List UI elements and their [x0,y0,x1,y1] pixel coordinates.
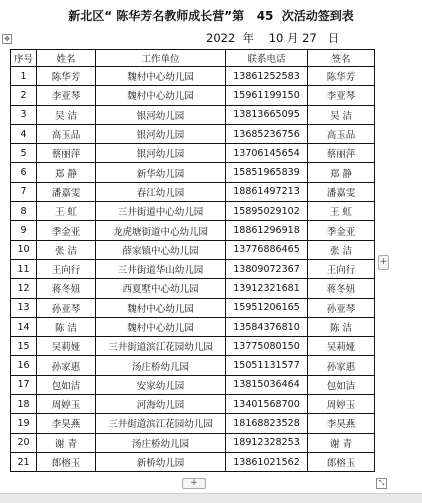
table-row [11,317,375,336]
cell-name: 孙亚琴 [37,298,96,317]
cell-phone: 13685236756 [226,124,308,143]
cell-name: 吴莉娅 [37,337,96,356]
cell-phone: 13776886465 [226,240,308,259]
cell-name: 王 虹 [37,202,96,221]
cell-sign: 陈华芳 [308,67,375,86]
cell-sign: 包如洁 [308,375,375,394]
cell-phone: 18168823528 [226,414,308,433]
table-row [11,375,375,394]
cell-sign: 吴莉娅 [308,337,375,356]
cell-phone: 15851965839 [226,163,308,182]
table-body [11,67,375,472]
cell-unit: 龙虎塘街道中心幼儿园 [96,221,226,240]
table-row [11,182,375,201]
document-title: 新北区“ 陈华芳名教师成长营”第 45 次活动签到表 [68,9,354,23]
table-row [11,221,375,240]
cell-unit: 魏村中心幼儿园 [96,298,226,317]
cell-unit: 新桥幼儿园 [96,452,226,471]
table-row [11,395,375,414]
cell-no: 20 [11,433,37,452]
cell-name: 李亚琴 [37,86,96,105]
cell-name: 季金亚 [37,221,96,240]
cell-phone: 13706145654 [226,144,308,163]
cell-sign: 李亚琴 [308,86,375,105]
cell-unit: 汤庄桥幼儿园 [96,356,226,375]
sign-in-table [10,49,375,472]
cell-sign: 陈 洁 [308,317,375,336]
cell-sign: 张 洁 [308,240,375,259]
header-sign: 签名 [308,50,375,67]
table-row [11,144,375,163]
cell-sign: 吴 洁 [308,105,375,124]
cell-no: 3 [11,105,37,124]
cell-unit: 三井街道滨江花园幼儿园 [96,337,226,356]
cell-name: 潘嘉雯 [37,182,96,201]
cell-no: 9 [11,221,37,240]
cell-phone: 15961199150 [226,86,308,105]
table-row [11,124,375,143]
cell-phone: 13815036464 [226,375,308,394]
table-row [11,163,375,182]
table-row [11,259,375,278]
cell-phone: 13861252583 [226,67,308,86]
cell-unit: 薛家镇中心幼儿园 [96,240,226,259]
cell-phone: 13813665095 [226,105,308,124]
table-row [11,337,375,356]
table-row [11,433,375,452]
cell-sign: 蔡丽萍 [308,144,375,163]
cell-phone: 18912328253 [226,433,308,452]
cell-no: 1 [11,67,37,86]
cell-unit: 汤庄桥幼儿园 [96,433,226,452]
cell-name: 蒋冬妞 [37,279,96,298]
cell-phone: 15051131577 [226,356,308,375]
header-no: 序号 [11,50,37,67]
cell-name: 蔡丽萍 [37,144,96,163]
cell-sign: 蒋冬妞 [308,279,375,298]
cell-unit: 魏村中心幼儿园 [96,317,226,336]
table-header-row [11,50,375,67]
cell-no: 21 [11,452,37,471]
table-row [11,202,375,221]
table-resize-icon[interactable]: ⤡ [376,478,387,489]
cell-sign: 孙家惠 [308,356,375,375]
cell-sign: 谢 青 [308,433,375,452]
cell-no: 14 [11,317,37,336]
cell-unit: 西夏墅中心幼儿园 [96,279,226,298]
table-row [11,279,375,298]
cell-phone: 15951206165 [226,298,308,317]
table-row [11,298,375,317]
cell-name: 陈 洁 [37,317,96,336]
cell-sign: 王向行 [308,259,375,278]
cell-no: 18 [11,395,37,414]
cell-no: 16 [11,356,37,375]
table-row [11,452,375,471]
cell-name: 高玉品 [37,124,96,143]
cell-sign: 潘嘉雯 [308,182,375,201]
table-row [11,105,375,124]
cell-unit: 安家幼儿园 [96,375,226,394]
add-row-button[interactable]: + [182,478,206,489]
cell-unit: 魏村中心幼儿园 [96,86,226,105]
table-move-icon[interactable]: ✥ [2,34,12,44]
cell-no: 11 [11,259,37,278]
cell-sign: 周婷玉 [308,395,375,414]
cell-phone: 13401568700 [226,395,308,414]
cell-name: 李昊燕 [37,414,96,433]
cell-unit: 银河幼儿园 [96,124,226,143]
cell-phone: 13775080150 [226,337,308,356]
add-column-button[interactable]: + [378,255,389,270]
cell-unit: 魏村中心幼儿园 [96,67,226,86]
cell-name: 周婷玉 [37,395,96,414]
cell-name: 张 洁 [37,240,96,259]
cell-sign: 孙亚琴 [308,298,375,317]
cell-unit: 三井街道华山幼儿园 [96,259,226,278]
document-date: 2022 年 10 月 27 日 [206,31,340,45]
table-row [11,356,375,375]
cell-name: 郎榕玉 [37,452,96,471]
cell-no: 6 [11,163,37,182]
cell-no: 13 [11,298,37,317]
cell-unit: 春江幼儿园 [96,182,226,201]
cell-no: 17 [11,375,37,394]
cell-sign: 李昊燕 [308,414,375,433]
cell-unit: 银河幼儿园 [96,144,226,163]
cell-unit: 三井街道滨江花园幼儿园 [96,414,226,433]
table-row [11,240,375,259]
cell-sign: 郑 静 [308,163,375,182]
cell-name: 陈华芳 [37,67,96,86]
cell-unit: 三井街道中心幼儿园 [96,202,226,221]
cell-no: 2 [11,86,37,105]
cell-phone: 13912321681 [226,279,308,298]
cell-name: 吴 洁 [37,105,96,124]
cell-no: 4 [11,124,37,143]
table-row [11,86,375,105]
cell-sign: 季金亚 [308,221,375,240]
cell-phone: 13861021562 [226,452,308,471]
header-name: 姓名 [37,50,96,67]
header-unit: 工作单位 [96,50,226,67]
cell-no: 5 [11,144,37,163]
cell-unit: 河海幼儿园 [96,395,226,414]
cell-sign: 高玉品 [308,124,375,143]
header-phone: 联系电话 [226,50,308,67]
cell-no: 10 [11,240,37,259]
cell-phone: 13809072367 [226,259,308,278]
cell-no: 7 [11,182,37,201]
cell-name: 包如洁 [37,375,96,394]
cell-no: 19 [11,414,37,433]
table-row [11,67,375,86]
cell-name: 郑 静 [37,163,96,182]
cell-unit: 新华幼儿园 [96,163,226,182]
cell-no: 15 [11,337,37,356]
cell-name: 孙家惠 [37,356,96,375]
cell-phone: 18861497213 [226,182,308,201]
cell-phone: 18861296918 [226,221,308,240]
cell-unit: 银河幼儿园 [96,105,226,124]
cell-no: 8 [11,202,37,221]
cell-phone: 15895029102 [226,202,308,221]
cell-phone: 13584376810 [226,317,308,336]
cell-name: 王向行 [37,259,96,278]
cell-sign: 王 虹 [308,202,375,221]
cell-name: 谢 青 [37,433,96,452]
cell-sign: 郎榕玉 [308,452,375,471]
table-row [11,414,375,433]
cell-no: 12 [11,279,37,298]
